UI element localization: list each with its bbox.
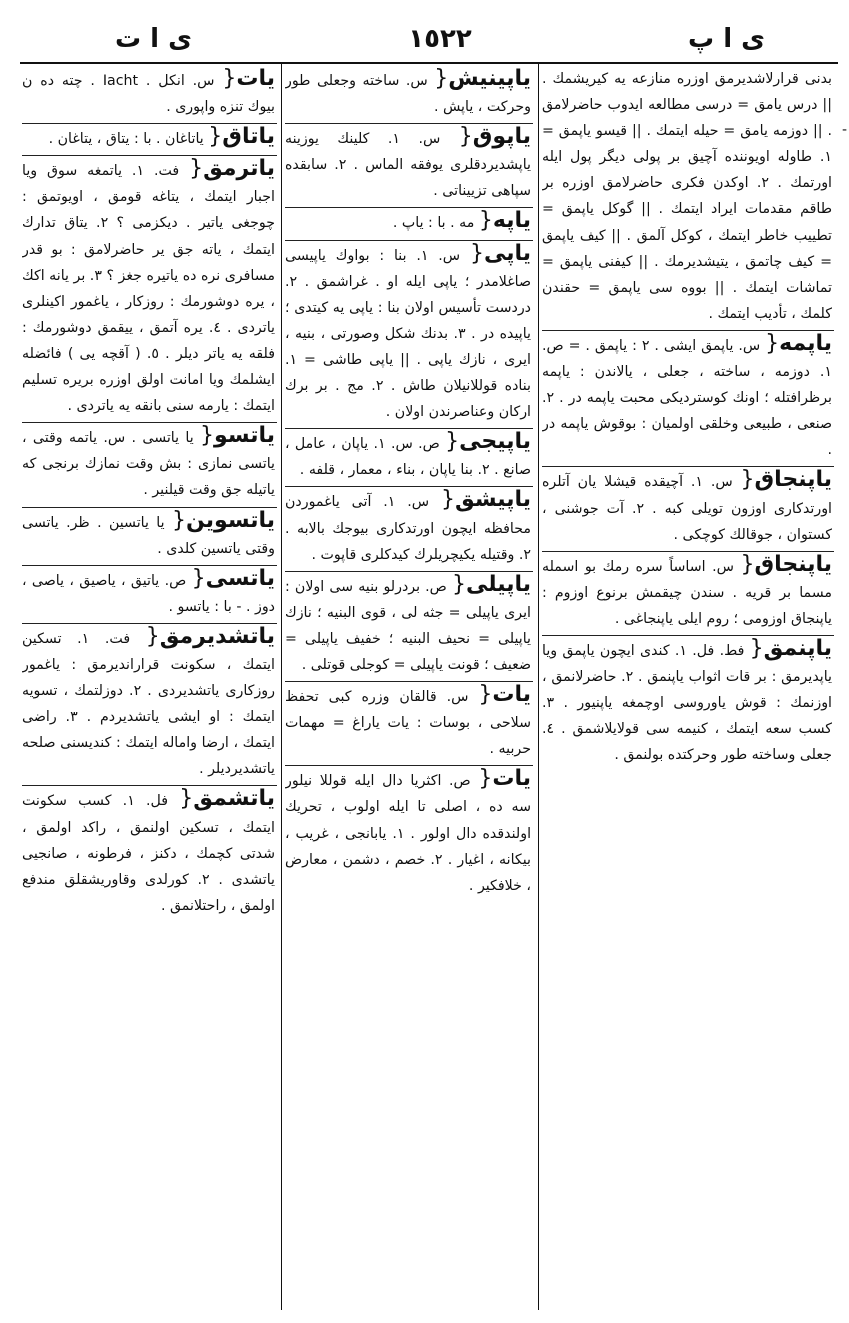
- column-divider-right: [538, 64, 539, 1310]
- entry-headword: یاپیلی: [465, 571, 531, 597]
- dictionary-entry: یاپمه{ س. یاپمق ایشی . ٢ : یاپمق . = ص. ١. دوزمه ، ساخته ، جعلی ، یالاندن : یاپمه برظرافتله ؛ اونك کوستردیکی محبت یاپمه در . ٢. صنعی ، طبیعی وخلقی اولمیان : بوقوش یاپمه در .: [542, 331, 834, 467]
- entry-text: س. یاپمق ایشی . ٢ : یاپمق . = ص. ١. دوزمه ، ساخته ، جعلی ، یالاندن : یاپمه برظرافتله ؛ اونك کوستردیکی محبت یاپمه در . ٢. صنعی ، طبیعی وخلقی اولمیان : بوقوش یاپمه در .: [542, 337, 832, 459]
- dictionary-entry: یاپینیش{ س. ساخته وجعلی طور وحرکت ، یاپش .: [285, 66, 533, 124]
- entry-headword: یاتاق: [222, 124, 275, 150]
- entry-text: س. ١. بنا : بواوك یاپیسی صاغلامدر ؛ یاپی ایله او . غراشمق . ٢. دردست تأسیس اولان بنا : یاپی یه کیتدی ؛ یاپیده در . ٣. بدنك شکل وصورتی ، بنیه ، ایری ، نازك یاپی . || یاپی طاشی = ١. بناده قوللانیلان طاش . ٢. مج . بر برك ارکان وعناصرندن اولان .: [285, 247, 532, 421]
- entry-text: س. ١. آتی یاغموردن محافظه ایچون اورتدکاری بیوجك بالابه . ٢. وقتیله یکیچریلرك کیدکلری قاپوت .: [285, 494, 531, 563]
- column-left: [22, 66, 277, 1315]
- entry-headword: یات: [236, 66, 275, 91]
- entry-headword: یاپینیش: [448, 66, 532, 91]
- entry-text: فت. ١. یاتمغه سوق ویا اجبار ایتمك ، یتاغه قومق ، اویوتمق : چوجغی یاتیر . دیکزمی ؟ ٢. یتاق تدارك ایتمك ، یاته جق یر حاضرلامق : بو قدر مسافری نره ده یاتیره جغز ؟ ٣. بر یانه اکك ، یره دوشورمك : روزکار ، یاغمور اکینلری یاتردی . ٤. یره آتمق ، ییقمق دوشورمك : فلقه یه یاتر دیلر . ٥. ( آقچه یی ) فائضله ایشلمك ویا امانت اولق اوزره بریره تسلیم ایتمك : یارمه سنی بانقه یه یاتردی .: [22, 163, 275, 415]
- entry-headword: یاپیجی: [459, 429, 531, 455]
- dictionary-entry: یاپیجی{ ص. س. ١. یاپان ، عامل ، صانع . ٢. بنا یاپان ، بناء ، معمار ، قلفه .: [285, 429, 533, 487]
- entry-text: ص. اکثریا دال ایله قوللا نیلور سه ده ، اصلی تا ایله اولوب ، تحریك اولندقده دال اولور . ١. یابانجی ، غریب ، بیکانه ، اغیار . ٢. خصم ، دشمن ، معارض ، خلافکیر .: [285, 773, 532, 894]
- dictionary-entry: یاپیشق{ س. ١. آتی یاغموردن محافظه ایچون اورتدکاری بیوجك بالابه . ٢. وقتیله یکیچریلرك کیدکلری قاپوت .: [285, 487, 533, 571]
- entry-headword: یاتشمق: [193, 786, 275, 812]
- entry-text: س. ١. کلینك یوزینه یاپشدیردقلری یوفقه الماس . ٢. سابقده سپاهی تزییناتی .: [285, 131, 531, 200]
- page-number: ١٥٢٢: [408, 24, 472, 54]
- entry-text: س. ساخته وجعلی طور وحرکت ، یاپش .: [285, 73, 531, 116]
- entry-text: ص. یاتیق ، یاصیق ، یاصی ، دوز . - با : یاتسو .: [22, 572, 275, 615]
- entry-text: مه . با : یاپ .: [392, 215, 475, 232]
- entry-text: فل. ١. کسب سکونت ایتمك ، تسکین اولنمق ، راکد اولمق ، شدتی کچمك ، دکنز ، فرطونه ، صانجیی یاتشدی . ٢. کورلدی وقاوریشقلق مندفع اولمق ، راحتلانمق .: [22, 793, 275, 914]
- dictionary-entry: یاپه{ مه . با : یاپ .: [285, 208, 533, 240]
- entry-headword: یات: [492, 766, 531, 792]
- dictionary-entry: یاتسی{ ص. یاتیق ، یاصیق ، یاصی ، دوز . - با : یاتسو .: [22, 566, 277, 624]
- entry-headword: یاپنجاق: [754, 551, 832, 577]
- entry-text: س. قالقان وزره کبی تحفظ سلاحی ، بوسات : یات یاراغ = مهمات حربیه .: [285, 689, 531, 758]
- entry-headword: یاتشدیرمق: [159, 623, 275, 649]
- header-rule: [20, 62, 838, 64]
- dictionary-entry: یاتشمق{ فل. ١. کسب سکونت ایتمك ، تسکین اولنمق ، راکد اولمق ، شدتی کچمك ، دکنز ، فرطونه ، صانجیی یاتشدی . ٢. کورلدی وقاوریشقلق مندفع اولمق ، راحتلانمق .: [22, 786, 275, 914]
- entry-text: س. اساساً سره رمك بو اسمله مسما بر قریه . سندن چیقمش برنوع اوزوم : یاپنجاق اوزومی ؛ روم ایلی یاپنجاغی .: [542, 558, 832, 627]
- entry-headword: یاپنمق: [763, 635, 832, 661]
- entry-headword: یاپوق: [472, 124, 532, 150]
- entry-text: فط. فل. ١. کندی ایچون یاپمق ویا یاپدیرمق : بر قات اثواب یاپنمق . ٢. حاضرلانمق ، اوزنمك : قوش یاوروسی اوچمغه یاپنیور . ٣. کسب سعه ایتمك ، کنیمه سی قولایلاشمق . ٤. جعلی وساخته طور وحرکتده بولنمق .: [542, 642, 832, 764]
- column-divider-left: [281, 64, 282, 1310]
- entry-text: فت. ١. تسکین ایتمك ، سکونت قراراندیرمق : یاغمور روزکاری یاتشدیردی . ٢. دوزلتمك ، تسویه ایتمك : او ایشی یاتشدیردم . ٣. راضی ایتمك ، ارضا واماله ایتمك : کندیسنی صلحه یاتشدیردیلر .: [22, 630, 275, 778]
- dictionary-entry: یاپنجاق{ س. اساساً سره رمك بو اسمله مسما بر قریه . سندن چیقمش برنوع اوزوم : یاپنجاق اوزومی ؛ روم ایلی یاپنجاغی .: [542, 552, 834, 636]
- dictionary-entry: یاپوق{ س. ١. کلینك یوزینه یاپشدیردقلری یوفقه الماس . ٢. سابقده سپاهی تزییناتی .: [285, 124, 533, 208]
- entry-headword: یاپیشق: [455, 487, 532, 513]
- entry-headword: یاپمه: [779, 330, 832, 356]
- entry-headword: یاتسی: [205, 565, 275, 591]
- dictionary-entry: یات{ س. انکل . Iacht . چته ده ن بیوك تنزه واپوری .: [22, 66, 277, 124]
- entry-text: بدنی قرارلاشدیرمق اوزره منازعه یه کیریشمك . || درس یامق = درسی مطالعه ایدوب حاضرلامق . || دوزمه یامق = حیله ایتمك . || قیسو یاپمق = ١. طاوله اویوننده آچیق بر پولی دیگر پول ایله اورتمك . ٢. اوکدن فکری حاضرلامق اوزره بر طاقم مقدمات ایراد ایتمك . || گوکل یاپمق = تطییب خاطر ایتمك ، کوکل آلمق . || کیف یاپمق = کیف چاتمق ، یتیشدیرمك . || کیفنی یاپمق = تماشات ایتمك . || بووه سی یاپمق = حقندن کلمك ، تأدیب ایتمك .: [542, 71, 832, 322]
- entry-headword: یاپنجاق: [754, 467, 832, 493]
- dictionary-entry: یاپی{ س. ١. بنا : بواوك یاپیسی صاغلامدر ؛ یاپی ایله او . غراشمق . ٢. دردست تأسیس اولان بنا : یاپی یه کیتدی ؛ یاپیده در . ٣. بدنك شکل وصورتی ، بنیه ، ایری ، نازك یاپی . || یاپی طاشی = ١. بناده قوللانیلان طاش . ٢. مج . بر برك ارکان وعناصرندن اولان .: [285, 241, 533, 430]
- dictionary-entry: یات{ س. قالقان وزره کبی تحفظ سلاحی ، بوسات : یات یاراغ = مهمات حربیه .: [285, 682, 533, 766]
- entry-text: س. ١. آچیقده قیشلا یان آتلره اورتدکاری اوزون تویلی کبه . ٢. آت جوشنی ، کستوان ، جوقالك کوچکی .: [542, 474, 832, 543]
- entry-text: ص. بردرلو بنیه سی اولان : ایری یاپیلی = جثه لی ، قوی البنیه ؛ نازك یاپیلی = نحیف البنیه ؛ خفیف یاپیلی = ضعیف ؛ قونت یاپیلی = کوجلی قوتلی .: [285, 578, 531, 673]
- dictionary-entry: یاتسوین{ یا یاتسین . ظر. یاتسی وقتی یاتسین کلدی .: [22, 508, 277, 566]
- dictionary-entry: یاتسو{ یا یاتسی . س. یاتمه وقتی ، یاتسی نمازی : بش وقت نمازك برنجی که یاتیله جق وقت قیلنیر .: [22, 423, 277, 507]
- entry-text: ص. س. ١. یاپان ، عامل ، صانع . ٢. بنا یاپان ، بناء ، معمار ، قلفه .: [285, 436, 531, 479]
- dictionary-entry: یاتاق{ یاتاغان . با : یتاق ، یتاغان .: [22, 124, 277, 156]
- entry-headword: یاپی: [483, 240, 532, 266]
- dictionary-entry: یاترمق{ فت. ١. یاتمغه سوق ویا اجبار ایتمك ، یتاغه قومق ، اویوتمق : چوجغی یاتیر . دیکزمی ؟ ٢. یتاق تدارك ایتمك ، یاته جق یر حاضرلامق : بو قدر مسافری نره ده یاتیره جغز ؟ ٣. بر یانه اکك ، یره دوشورمك : روزکار ، یاغمور اکینلری یاتردی . ٤. یره آتمق ، ییقمق دوشورمك : فلقه یه یاتر دیلر . ٥. ( آقچه یی ) فائضله ایشلمك ویا امانت اولق اوزره بریره تسلیم ایتمك : یارمه سنی بانقه یه یاتردی .: [22, 156, 277, 423]
- column-middle: [285, 66, 533, 1315]
- page-header: [20, 20, 835, 62]
- dictionary-entry: یاتشدیرمق{ فت. ١. تسکین ایتمك ، سکونت قراراندیرمق : یاغمور روزکاری یاتشدیردی . ٢. دوزلتمك ، تسویه ایتمك : او ایشی یاتشدیردم . ٣. راضی ایتمك ، ارضا واماله ایتمك : کندیسنی صلحه یاتشدیردیلر .: [22, 624, 277, 787]
- entry-headword: یاتسوین: [185, 507, 275, 533]
- column-right: [542, 66, 834, 1315]
- entry-text: س. انکل . Iacht . چته ده ن بیوك تنزه واپوری .: [22, 73, 275, 116]
- header-left-label: ی ا ت: [115, 24, 192, 54]
- entry-headword: یاپه: [492, 208, 531, 234]
- dictionary-entry: [542, 66, 834, 331]
- entry-headword: یات: [492, 682, 531, 708]
- entry-text: یا یاتسی . س. یاتمه وقتی ، یاتسی نمازی : بش وقت نمازك برنجی که یاتیله جق وقت قیلنیر .: [22, 430, 275, 499]
- entry-text: یاتاغان . با : یتاق ، یتاغان .: [48, 131, 204, 148]
- dictionary-entry: یاپنمق{ فط. فل. ١. کندی ایچون یاپمق ویا یاپدیرمق : بر قات اثواب یاپنمق . ٢. حاضرلانمق ، اوزنمك : قوش یاوروسی اوچمغه یاپنیور . ٣. کسب سعه ایتمك ، کنیمه سی قولایلاشمق . ٤. جعلی وساخته طور وحرکتده بولنمق .: [542, 635, 832, 764]
- margin-mark: -: [841, 122, 847, 138]
- dictionary-entry: یاپنجاق{ س. ١. آچیقده قیشلا یان آتلره اورتدکاری اوزون تویلی کبه . ٢. آت جوشنی ، کستوان ، جوقالك کوچکی .: [542, 467, 834, 551]
- header-right-label: ی ا پ: [688, 24, 765, 54]
- dictionary-entry: یات{ ص. اکثریا دال ایله قوللا نیلور سه ده ، اصلی تا ایله اولوب ، تحریك اولندقده دال اولور . ١. یابانجی ، غریب ، بیکانه ، اغیار . ٢. خصم ، دشمن ، معارض ، خلافکیر .: [285, 766, 532, 894]
- entry-headword: یاترمق: [203, 156, 276, 182]
- entry-text: یا یاتسین . ظر. یاتسی وقتی یاتسین کلدی .: [22, 514, 275, 557]
- entry-headword: یاتسو: [214, 423, 275, 449]
- dictionary-entry: یاپیلی{ ص. بردرلو بنیه سی اولان : ایری یاپیلی = جثه لی ، قوی البنیه ؛ نازك یاپیلی = نحیف البنیه ؛ خفیف یاپیلی = ضعیف ؛ قونت یاپیلی = کوجلی قوتلی .: [285, 572, 533, 682]
